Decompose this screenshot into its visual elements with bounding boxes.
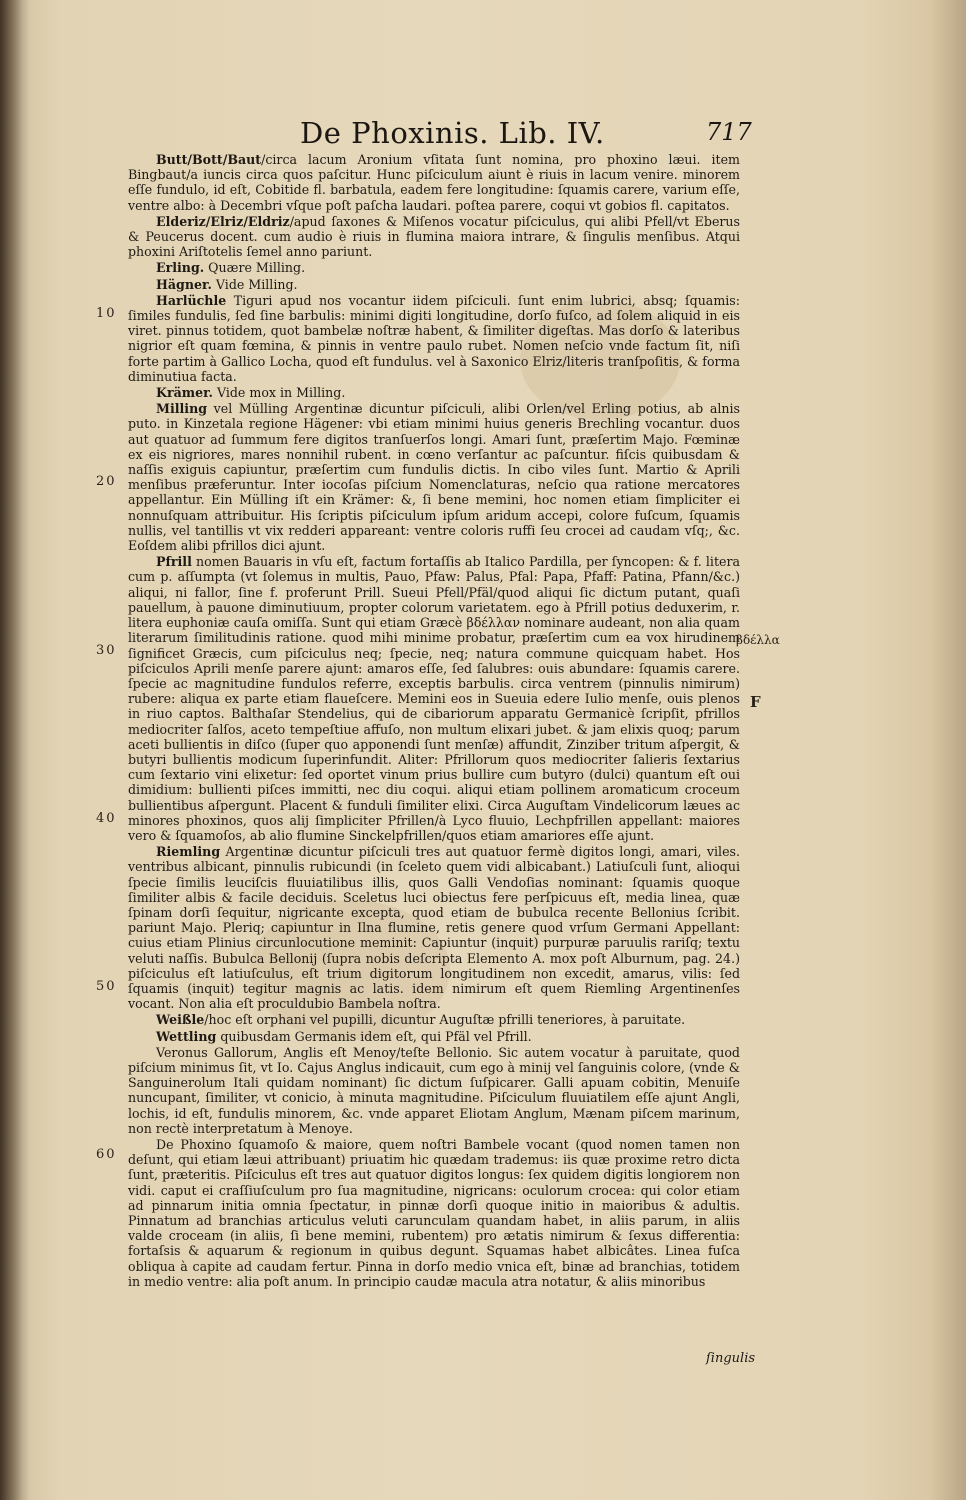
running-title: De Phoxinis. Lib. IV. bbox=[300, 116, 605, 150]
line-number: 20 bbox=[96, 474, 117, 489]
lemma: Riemling bbox=[156, 844, 221, 860]
margin-note-letter: F bbox=[750, 693, 761, 711]
lemma: Veronus bbox=[156, 1044, 208, 1060]
lemma: Wettling bbox=[156, 1028, 217, 1044]
paragraph: Riemling Argentinæ dicuntur piſciculi tres aut quatuor fermè digitos longi, amari, viles. ventribus albicant, pinnulis rubicundi (in ſceleto quem vidi albicabant.) Latiuſculi ſunt, alioqui ſpecie ſimilis leuciſcis fluuiatilibus illis, quos Galli Vendoſias nominant: ſquamis quoque ſimiliter albis & facile deciduis. Sceletus luci obiectus fere perſpicuus eſt, media linea, quæ ſpinam dorſi ſequitur, nigricante excepta, quod etiam de bubulca recente Bellonius ſcribit. pariunt Majo. Pleriq; capiuntur in Ilna flumine, retis genere quod vrſum Germani Appellant: cuius etiam Plinius circunlocutione meminit: Capiuntur (inquit) purpuræ paruulis rariſq; textu veluti naſſis. Bubulca Bellonij (ſupra nobis deſcripta Elemento A. mox poſt Alburnum, pag. 24.) piſciculus eſt latiuſculus, eſt trium digitorum longitudinem non excedit, amarus, vilis: ſed ſquamis (inquit) tegitur magnis ac latis. idem nimirum eſt quem Riemling Argentinenſes vocant. Non alia eſt proculdubio Bambela noſtra. bbox=[128, 844, 740, 1012]
paragraph: Weißle/hoc eſt orphani vel pupilli, dicuntur Auguſtæ pfrilli teneriores, à paruitate. bbox=[156, 1012, 686, 1028]
line-number: 30 bbox=[96, 643, 117, 658]
paragraph: De Phoxino ſquamoſo & maiore, quem noſtri Bambele vocant (quod nomen tamen non deſunt, qui etiam læui attribuant) priuatim hic quædam trademus: iis quæ proxime retro dicta ſunt, præteritis. Piſciculus eſt tres aut quatuor digitos longus: ſex quidem digitis longiorem non vidi. caput ei craſſiuſculum pro ſua magnitudine, nigricans: oculorum crocea: qui color etiam ad pinnarum initia omnia ſpectatur, in pinnæ dorſi quoque initio in maioribus & adultis. Pinnatum ad branchias articulus veluti carunculam quandam habet, in aliis parum, in aliis valde croceam (in aliis, ſi bene memini, rubentem) pro ætatis nimirum & ſexus differentia: fortaſsis & aquarum & regionum in quibus degunt. Squamas habet albicâtes. Linea fuſca obliqua à capite ad caudam fertur. Pinna in dorſo medio vnica eſt, binæ ad branchias, totidem in medio ventre: alia poſt anum. In principio caudæ macula atra notatur, & aliis minoribus bbox=[128, 1137, 740, 1289]
page-number: 717 bbox=[706, 118, 752, 146]
lemma: Pfrill bbox=[156, 554, 192, 570]
margin-note-greek: βδέλλα bbox=[736, 633, 780, 647]
lemma: Hägner. bbox=[156, 276, 212, 292]
paragraph: Pfrill nomen Bauaris in vſu eſt, factum fortaſſis ab Italico Pardilla, per ſyncopen: & f. litera cum p. aſſumpta (vt ſolemus in multis, Pauo, Pfaw: Palus, Pfal: Papa, Pfaff: Patina, Pfann/&c.) aliqui, ni fallor, ſine f. proferunt Prill. Sueui Pfell/Pfäl/quod aliqui ſic dictum putant, quaſi pauellum, à pauone diminutiuum, propter colorum varietatem. ego à Pfrill potius deduxerim, r. litera euphoniæ cauſa omiſſa. Sunt qui etiam Græcè βδέλλαν nominare audeant, non alia quam literarum ſimilitudinis ratione. quod mihi minime probatur, præſertim cum ea vox hirudinem ſignificet Græcis, cum piſciculus neq; ſpecie, neq; natura commune quicquam habet. Hos piſciculos Aprili menſe parere ajunt: amaros eſſe, ſed ſalubres: ouis abundare: ſquamis carere. ſpecie ac magnitudine fundulos referre, exceptis barbulis. circa ventrem (pinnulis nimirum) rubere: aliqua ex parte etiam flaueſcere. Memini eos in Sueuia edere Iulio menſe, ouis plenos in riuo captos. Balthaſar Stendelius, qui de cibariorum apparatu Germanicè ſcripſit, pfrillos mediocriter ſalſos, aceto tempeſtiue affuſo, non multum elixari jubet. & jam elixis quoq; parum aceti bullientis in diſco (ſuper quo apponendi ſunt menſæ) affundit, Zinziber tritum aſpergit, & butyri bullientis modicum ſuperinfundit. Aliter: Pfrillorum quos mediocriter ſalieris ſextarius cum ſextario vini elixetur: ſed oportet vinum prius bullire cum butyro (dulci) quantum eſt oui dimidium: bullienti piſces immitti, nec diu coqui. aliqui etiam pollinem aromaticum croceum bullientibus aſpergunt. Placent & funduli ſimiliter elixi. Circa Auguſtam Vindelicorum læues ac minores phoxinos, quos alij ſimpliciter Pfrillen/à Lyco fluuio, Lechpfrillen appellant: maiores vero & ſquamoſos, ab alio flumine Sinckelpfrillen/quos etiam amariores eſſe ajunt. bbox=[128, 554, 740, 843]
lemma: De Phoxino bbox=[156, 1137, 232, 1152]
lemma: Milling bbox=[156, 401, 208, 417]
binding-shadow bbox=[0, 0, 30, 1500]
lemma: Erling. bbox=[156, 260, 205, 276]
paragraph: Milling vel Mülling Argentinæ dicuntur piſciculi, alibi Orlen/vel Erling potius, ab alnis puto. in Kinzetala regione Hägener: vbi etiam minimi huius generis Brechling vocantur. duos aut quatuor ad ſummum fere digitos tranſuerſos longi. Amari ſunt, præſertim Majo. Fœminæ ex eis nigriores, mares nonnihil rubent. in cœno verſantur ac paſcuntur. fiſcis quibusdam & naſſis exiguis capiuntur, præſertim cum fundulis dictis. In cibo viles ſunt. Martio & Aprili menſibus præferuntur. Inter iocoſas piſcium Nomenclaturas, neſcio qua ratione mercatores appellantur. Ein Mülling iſt ein Krämer: &, ſi bene memini, hoc nomen etiam ſimpliciter ei nonnuſquam attribuitur. His ſcriptis piſciculum ipſum aridum accepi, colore fuſcum, ſquamis nullis, vel tantillis vt vix redderi appareant: ventre coloris ruffi ſeu crocei ad caudam vſq;, &c. Eoſdem alibi pfrillos dici ajunt. bbox=[128, 401, 740, 554]
paragraph: Erling. Quære Milling. bbox=[156, 260, 306, 276]
line-number: 60 bbox=[96, 1147, 117, 1162]
lemma: Krämer. bbox=[156, 385, 213, 401]
paragraph: Butt/Bott/Baut/circa lacum Aronium vſitata ſunt nomina, pro phoxino læui. item Bingbaut/a iuncis circa quos paſcitur. Hunc piſciculum aiunt è riuis in lacum venire. minorem eſſe fundulo, id eſt, Cobitide fl. barbatula, eadem fere longitudine: ſquamis carere, varium eſſe, ventre albo: à Decembri vſque poſt paſcha laudari. poſtea parere, coqui vt gobios fl. capitatos. bbox=[128, 152, 740, 213]
line-number-column bbox=[96, 0, 126, 1500]
paragraph: Hägner. Vide Milling. bbox=[156, 276, 298, 292]
body-text bbox=[128, 152, 740, 1290]
paragraph: Harlüchle Tiguri apud nos vocantur iidem piſciculi. ſunt enim lubrici, absq; ſquamis: ſimiles fundulis, ſed ſine barbulis: minimi digiti longitudine, dorſo fuſco, ad ſolem aliquid in eis viret. pinnus totidem, quot bambelæ noſtræ habent, & ſimiliter digeſtas. Mas dorſo & lateribus nigrior eſt quam fœmina, & pinnis in ventre paulo rubet. Nomen neſcio vnde factum ſit, niſi forte partim à Gallico Locha, quod eſt fundulus. vel à Saxonico Elriz/literis tranſpoſitis, & forma diminutiua facta. bbox=[128, 292, 740, 384]
line-number: 40 bbox=[96, 811, 117, 826]
lemma: Butt/Bott/Baut bbox=[156, 152, 262, 167]
page-header bbox=[0, 116, 966, 156]
paragraph: Veronus Gallorum, Anglis eſt Menoy/teſte Bellonio. Sic autem vocatur à paruitate, quod piſcium minimus ſit, vt Io. Cajus Anglus indicauit, cum ego à minij vel ſanguinis colore, (vnde & Sanguinerolum Itali quidam nominant) ſic dictum ſuſpicarer. Galli apuam cobitin, Menuiſe nuncupant, ſimiliter, vt conicio, à minuta magnitudine. Piſciculum fluuiatilem eſſe ajunt Angli, lochis, id eſt, fundulis minorem, &c. vnde apparet Eliotam Anglum, Mænam piſcem marinum, non rectè interpretatum à Menoye. bbox=[128, 1044, 740, 1136]
line-number: 10 bbox=[96, 306, 117, 321]
lemma: Weißle bbox=[156, 1012, 205, 1028]
line-number: 50 bbox=[96, 979, 117, 994]
lemma: Harlüchle bbox=[156, 292, 227, 308]
catchword: ſingulis bbox=[706, 1351, 756, 1366]
lemma: Elderiz/Elriz/Eldriz bbox=[156, 213, 290, 229]
paragraph: Wettling quibusdam Germanis idem eſt, qui Pfäl vel Pfrill. bbox=[156, 1028, 532, 1044]
paragraph: Krämer. Vide mox in Milling. bbox=[156, 385, 346, 401]
paragraph: Elderiz/Elriz/Eldriz/apud ſaxones & Miſenos vocatur piſciculus, qui alibi Pfell/vt Eberus & Peucerus docent. cum audio è riuis in flumina maiora intrare, & ſingulis menſibus. Atqui phoxini Ariſtotelis ſemel anno pariunt. bbox=[128, 213, 740, 260]
